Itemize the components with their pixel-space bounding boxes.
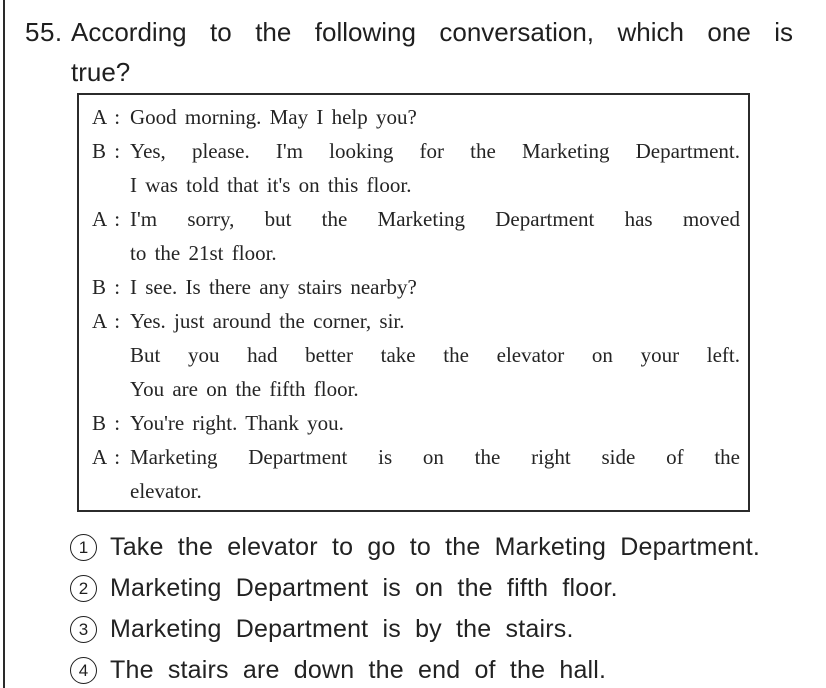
dialog-text: You're right. Thank you. bbox=[130, 411, 344, 435]
dialog-speaker-label: B : bbox=[92, 139, 121, 163]
dialog-line bbox=[92, 270, 740, 304]
dialog-line bbox=[92, 168, 740, 202]
question-text-line: According to the following conversation, which one is bbox=[71, 17, 793, 47]
dialog-line bbox=[92, 338, 740, 372]
option-number-circle: 4 bbox=[70, 657, 97, 684]
dialog-speaker-label: A : bbox=[92, 445, 121, 469]
dialog-line bbox=[92, 474, 740, 508]
option-text: Take the elevator to go to the Marketing Department. bbox=[110, 533, 761, 561]
dialog-speaker-label: B : bbox=[92, 411, 121, 435]
dialog-text: Good morning. May I help you? bbox=[130, 105, 417, 129]
dialog-line bbox=[92, 100, 740, 134]
dialog-line bbox=[92, 372, 740, 406]
dialog-speaker-label bbox=[92, 372, 130, 406]
question-number: 55. bbox=[25, 17, 63, 47]
dialog-text: Yes, please. I'm looking for the Marketing Department. bbox=[130, 139, 740, 163]
dialog-text: elevator. bbox=[130, 479, 202, 503]
option-number-circle: 1 bbox=[70, 534, 97, 561]
dialog-text: I see. Is there any stairs nearby? bbox=[130, 275, 417, 299]
option-text: Marketing Department is on the fifth floor. bbox=[110, 574, 618, 602]
option-text: Marketing Department is by the stairs. bbox=[110, 615, 574, 643]
dialog-line bbox=[92, 134, 740, 168]
dialog-line bbox=[92, 406, 740, 440]
dialog-text: You are on the fifth floor. bbox=[130, 377, 359, 401]
dialog-speaker-label: B : bbox=[92, 275, 121, 299]
option-text: The stairs are down the end of the hall. bbox=[110, 656, 607, 684]
answer-option-2[interactable] bbox=[70, 575, 810, 602]
option-number-circle: 3 bbox=[70, 616, 97, 643]
dialog-text: But you had better take the elevator on your left. bbox=[130, 343, 740, 367]
dialog-text: I'm sorry, but the Marketing Department has moved bbox=[130, 207, 740, 231]
answer-option-1[interactable] bbox=[70, 534, 810, 561]
dialog-line bbox=[92, 202, 740, 236]
dialog-speaker-label: A : bbox=[92, 105, 121, 129]
dialog-text: Yes. just around the corner, sir. bbox=[130, 309, 405, 333]
question-text-line: true? bbox=[71, 57, 131, 87]
dialog-line bbox=[92, 236, 740, 270]
answer-option-4[interactable] bbox=[70, 657, 810, 684]
conversation-box bbox=[77, 93, 750, 512]
dialog-speaker-label bbox=[92, 168, 130, 202]
question-header bbox=[25, 12, 793, 92]
question-text bbox=[71, 12, 793, 92]
dialog-speaker-label: A : bbox=[92, 207, 121, 231]
answer-option-3[interactable] bbox=[70, 616, 810, 643]
column-divider bbox=[3, 0, 5, 688]
option-number-circle: 2 bbox=[70, 575, 97, 602]
dialog-speaker-label bbox=[92, 236, 130, 270]
dialog-speaker-label bbox=[92, 474, 130, 508]
dialog-line bbox=[92, 304, 740, 338]
answer-options bbox=[70, 534, 810, 688]
dialog-text: to the 21st floor. bbox=[130, 241, 277, 265]
dialog-line bbox=[92, 440, 740, 474]
dialog-speaker-label bbox=[92, 338, 130, 372]
dialog-text: I was told that it's on this floor. bbox=[130, 173, 412, 197]
dialog-speaker-label: A : bbox=[92, 309, 121, 333]
dialog-text: Marketing Department is on the right side of the bbox=[130, 445, 740, 469]
